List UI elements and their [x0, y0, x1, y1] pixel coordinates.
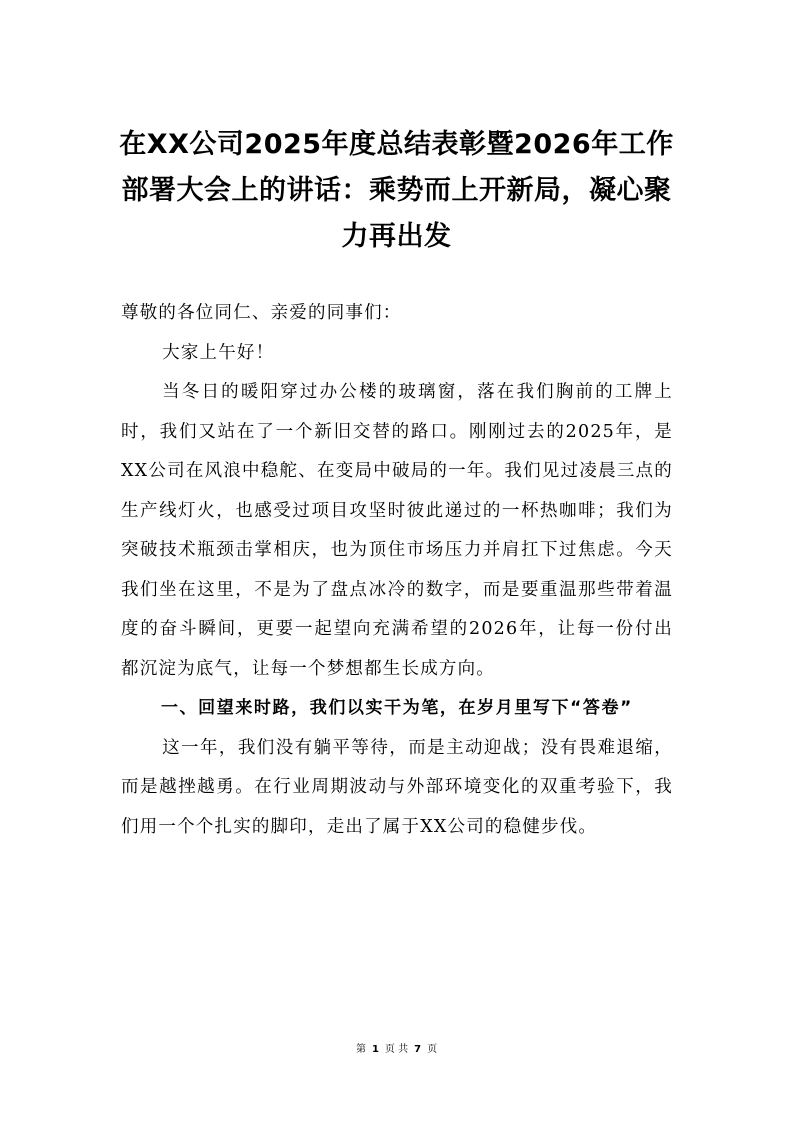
greeting-paragraph: 大家上午好！	[162, 342, 275, 363]
footer-prefix: 第	[355, 1044, 366, 1055]
current-page-number: 1	[371, 1044, 379, 1055]
page-footer	[0, 1043, 793, 1057]
footer-suffix: 页	[427, 1044, 438, 1055]
section-heading-1: 一、回望来时路，我们以实干为笔，在岁月里写下“答卷”	[160, 698, 633, 718]
total-pages-number: 7	[414, 1044, 422, 1055]
document-body	[121, 294, 673, 847]
salutation-paragraph: 尊敬的各位同仁、亲爱的同事们：	[121, 303, 402, 323]
document-title: 在XX公司2025年度总结表彰暨2026年工作部署大会上的讲话：乘势而上开新局，凝心聚力再出发	[119, 129, 674, 252]
section-1-paragraph: 这一年，我们没有躺平等待，而是主动迎战；没有畏难退缩，而是越挫越勇。在行业周期波动与外部环境变化的双重考验下，我们用一个个扎实的脚印，走出了属于XX公司的稳健步伐。	[121, 737, 673, 837]
footer-mid: 页 共	[384, 1044, 409, 1055]
intro-paragraph: 当冬日的暖阳穿过办公楼的玻璃窗，落在我们胸前的工牌上时，我们又站在了一个新旧交替的路口。刚刚过去的2025年，是XX公司在风浪中稳舵、在变局中破局的一年。我们见过凌晨三点的生产线灯火，也感受过项目攻坚时彼此递过的一杯热咖啡；我们为突破技术瓶颈击掌相庆，也为顶住市场压力并肩扛下过焦虑。今天我们坐在这里，不是为了盘点冰冷的数字，而是要重温那些带着温度的奋斗瞬间，更要一起望向充满希望的2026年，让每一份付出都沉淀为底气，让每一个梦想都生长成方向。	[121, 382, 673, 679]
